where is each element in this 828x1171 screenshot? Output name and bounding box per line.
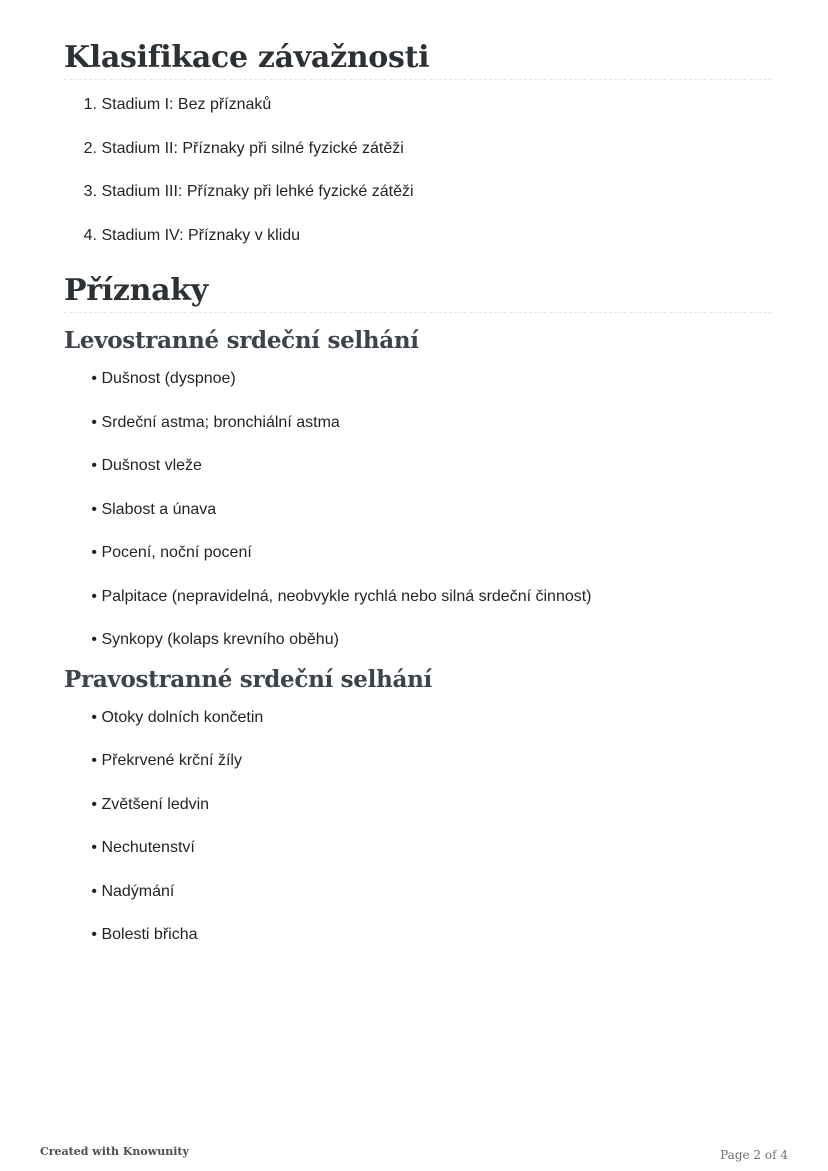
list-item: • Dušnost (dyspnoe) bbox=[91, 370, 236, 387]
heading-right-heart-failure: Pravostranné srdeční selhání bbox=[64, 665, 432, 693]
list-item: • Bolesti břicha bbox=[91, 926, 198, 943]
page-number: Page 2 of 4 bbox=[720, 1148, 788, 1162]
list-item: • Slabost a únava bbox=[91, 500, 217, 518]
list-item: • Synkopy (kolaps krevního oběhu) bbox=[91, 631, 339, 648]
footer-brand: Created with Knowunity bbox=[40, 1145, 189, 1158]
left-symptom-list bbox=[64, 369, 772, 674]
list-item: 3. Stadium III: Příznaky při lehké fyzické zátěži bbox=[83, 183, 414, 200]
list-item: 4. Stadium IV: Příznaky v klidu bbox=[83, 226, 301, 244]
list-item: • Srdeční astma; bronchiální astma bbox=[91, 413, 340, 431]
list-item: • Pocení, noční pocení bbox=[91, 544, 252, 561]
heading-left-heart-failure: Levostranné srdeční selhání bbox=[64, 327, 419, 354]
right-symptom-list bbox=[64, 708, 772, 969]
list-item: • Dušnost vleže bbox=[91, 457, 202, 474]
list-item: • Překrvené krční žíly bbox=[91, 752, 242, 769]
severity-list bbox=[64, 95, 772, 269]
list-item: • Zvětšení ledvin bbox=[91, 795, 210, 813]
page-content bbox=[64, 40, 772, 969]
list-item: • Otoky dolních končetin bbox=[91, 708, 264, 726]
list-item: • Nadýmání bbox=[91, 882, 175, 900]
list-item: 2. Stadium II: Příznaky při silné fyzické zátěži bbox=[83, 139, 404, 157]
heading-symptoms: Příznaky bbox=[64, 273, 772, 313]
list-item: • Nechutenství bbox=[91, 839, 195, 856]
list-item: 1. Stadium I: Bez příznaků bbox=[83, 96, 272, 113]
heading-severity: Klasifikace závažnosti bbox=[64, 40, 772, 80]
list-item: • Palpitace (nepravidelná, neobvykle rychlá nebo silná srdeční činnost) bbox=[91, 587, 592, 605]
